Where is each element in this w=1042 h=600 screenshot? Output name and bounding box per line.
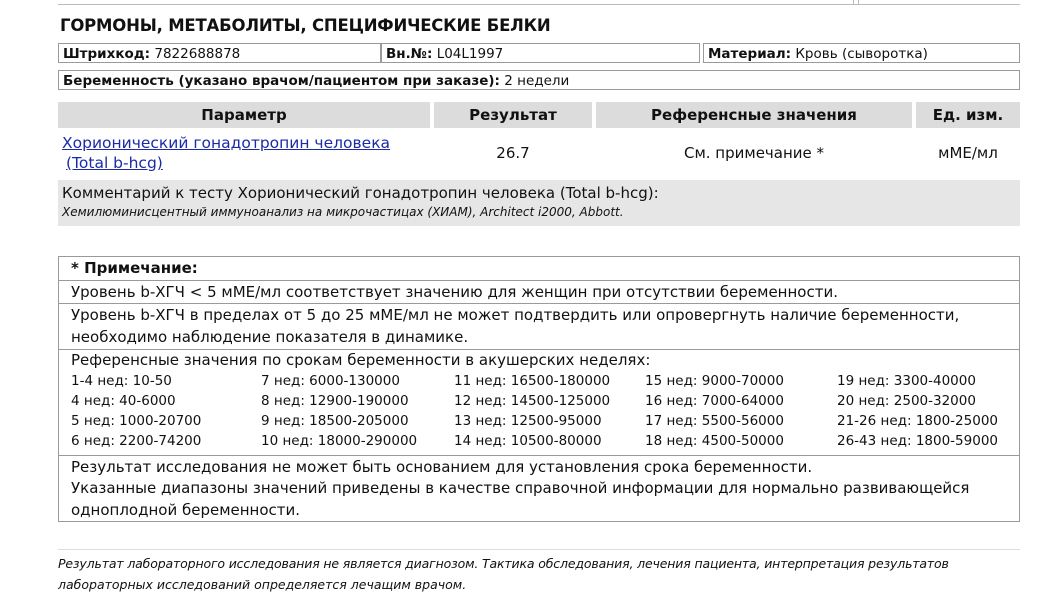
param-link-line1[interactable]: Хорионический гонадотропин человека xyxy=(62,134,391,152)
note-line-2b: необходимо наблюдение показателя в динамике. xyxy=(71,328,469,346)
note-title: * Примечание: xyxy=(71,259,198,277)
ref-grid-cell: 15 нед: 9000-70000 xyxy=(645,373,784,389)
ref-grid-cell: 20 нед: 2500-32000 xyxy=(837,393,976,409)
ref-grid-cell: 18 нед: 4500-50000 xyxy=(645,433,784,449)
inno-field xyxy=(381,43,700,63)
note-line-2a: Уровень b-ХГЧ в пределах от 5 до 25 мМЕ/мл не может подтвердить или опровергнуть наличие беременности, xyxy=(71,306,960,324)
note-line-4b: одноплодной беременности. xyxy=(71,501,301,519)
header-unit: Ед. изм. xyxy=(916,102,1020,128)
ref-grid-cell: 13 нед: 12500-95000 xyxy=(454,413,602,429)
disclaimer-line-2: лабораторных исследований определяется лечащим врачом. xyxy=(58,577,467,592)
note-line-4 xyxy=(59,477,1019,521)
unit-value: мМЕ/мл xyxy=(938,144,998,162)
ref-grid-cell: 1-4 нед: 10-50 xyxy=(71,373,172,389)
note-line-4a: Указанные диапазоны значений приведены в качестве справочной информации для нормально развивающейся xyxy=(71,479,970,497)
ref-title: Референсные значения по срокам беременности в акушерских неделях: xyxy=(59,349,1019,370)
material-label: Материал: xyxy=(708,46,792,62)
ref-grid-cell: 12 нед: 14500-125000 xyxy=(454,393,611,409)
barcode-value: 7822688878 xyxy=(154,46,241,62)
ref-grid-cell: 9 нед: 18500-205000 xyxy=(261,413,409,429)
note-line-3: Результат исследования не может быть основанием для установления срока беременности. xyxy=(59,455,1019,478)
ref-grid-cell: 4 нед: 40-6000 xyxy=(71,393,176,409)
top-border xyxy=(58,0,1020,5)
ref-grid-cell: 14 нед: 10500-80000 xyxy=(454,433,602,449)
disclaimer-line-1: Результат лабораторного исследования не является диагнозом. Тактика обследования, лечения пациента, интерпретация результатов xyxy=(58,556,949,571)
header-parameter: Параметр xyxy=(58,102,430,128)
disclaimer xyxy=(58,549,1020,595)
pregnancy-field xyxy=(58,70,1020,90)
pregnancy-label: Беременность (указано врачом/пациентом при заказе): xyxy=(63,73,500,89)
inno-value: L04L1997 xyxy=(436,46,504,62)
barcode-field xyxy=(58,43,381,63)
param-link[interactable] xyxy=(62,133,390,173)
header-result: Результат xyxy=(434,102,592,128)
ref-grid-cell: 19 нед: 3300-40000 xyxy=(837,373,976,389)
ref-grid-cell: 6 нед: 2200-74200 xyxy=(71,433,202,449)
ref-grid-cell: 8 нед: 12900-190000 xyxy=(261,393,409,409)
top-border-tick xyxy=(853,0,854,4)
test-comment xyxy=(58,180,1020,226)
ref-grid-cell: 26-43 нед: 1800-59000 xyxy=(837,433,998,449)
material-value: Кровь (сыворотка) xyxy=(795,46,928,62)
param-link-line2[interactable]: (Total b-hcg) xyxy=(66,154,163,172)
note-line-1: Уровень b-ХГЧ < 5 мМЕ/мл соответствует значению для женщин при отсутствии беременности. xyxy=(59,280,1019,303)
ref-grid-cell: 17 нед: 5500-56000 xyxy=(645,413,784,429)
ref-grid-cell: 10 нед: 18000-290000 xyxy=(261,433,418,449)
reference-value: См. примечание * xyxy=(683,144,825,162)
barcode-label: Штрихкод: xyxy=(63,46,151,62)
inno-label: Вн.№: xyxy=(386,46,433,62)
ref-grid-cell: 5 нед: 1000-20700 xyxy=(71,413,202,429)
material-field xyxy=(703,43,1020,63)
ref-grid-cell: 16 нед: 7000-64000 xyxy=(645,393,784,409)
ref-grid-cell: 7 нед: 6000-130000 xyxy=(261,373,400,389)
pregnancy-value: 2 недели xyxy=(504,73,570,89)
ref-grid-cell: 21-26 нед: 1800-25000 xyxy=(837,413,998,429)
header-reference: Референсные значения xyxy=(596,102,912,128)
result-value: 26.7 xyxy=(496,144,530,162)
top-border-tick xyxy=(858,0,859,4)
comment-title: Комментарий к тесту Хорионический гонадотропин человека (Total b-hcg): xyxy=(62,184,659,202)
note-line-2 xyxy=(59,303,1019,348)
section-title: ГОРМОНЫ, МЕТАБОЛИТЫ, СПЕЦИФИЧЕСКИЕ БЕЛКИ xyxy=(60,16,551,35)
ref-grid-cell: 11 нед: 16500-180000 xyxy=(454,373,611,389)
note-box xyxy=(58,256,1020,522)
comment-method: Хемилюминисцентный иммуноанализ на микрочастицах (ХИАМ), Architect i2000, Abbott. xyxy=(62,205,624,219)
